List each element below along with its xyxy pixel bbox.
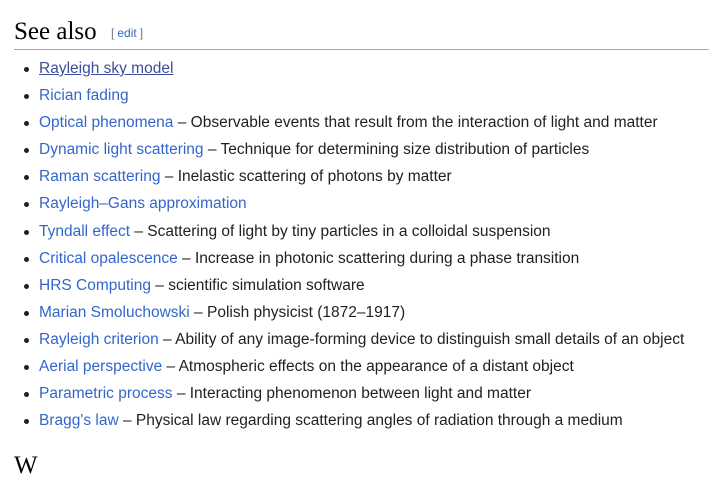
item-link[interactable]: Rayleigh–Gans approximation [39,195,247,213]
bullet-icon [24,338,29,343]
bullet-icon [24,392,29,397]
item-description: – Technique for determining size distribution of particles [203,141,590,159]
bullet-icon [24,419,29,424]
item-description: – Ability of any image-forming device to distinguish small details of an object [158,330,685,348]
bullet-icon [24,284,29,289]
list-item [0,301,684,328]
list-item [0,328,684,355]
list-item [0,409,684,436]
see-also-list [0,57,684,436]
bullet-icon [24,121,29,126]
item-link[interactable]: Optical phenomena [39,114,174,132]
item-link[interactable]: Tyndall effect [39,222,131,240]
next-section-heading: W [14,452,38,479]
item-description: – Physical law regarding scattering angles of radiation through a medium [118,412,623,430]
edit-bracket-open: [ [111,26,115,40]
list-item [0,355,684,382]
item-link[interactable]: HRS Computing [39,276,151,294]
item-link[interactable]: Parametric process [39,385,173,403]
list-item [0,382,684,409]
see-also-heading [14,14,709,50]
bullet-icon [24,148,29,153]
list-item [0,111,684,138]
bullet-icon [24,67,29,72]
item-description: – Interacting phenomenon between light and matter [172,385,531,403]
bullet-icon [24,94,29,99]
list-item [0,274,684,301]
bullet-icon [24,175,29,180]
edit-bracket-close: ] [139,26,144,40]
list-item [0,247,684,274]
bullet-icon [24,257,29,262]
item-link[interactable]: Raman scattering [39,168,161,186]
bullet-icon [24,311,29,316]
edit-section-link[interactable]: edit [117,26,137,40]
item-description: – Polish physicist (1872–1917) [189,303,406,321]
item-description: – Scattering of light by tiny particles in a colloidal suspension [130,222,551,240]
section-title: See also [14,18,97,45]
bullet-icon [24,230,29,235]
item-link[interactable]: Dynamic light scattering [39,141,204,159]
item-description: – Atmospheric effects on the appearance of a distant object [162,358,574,376]
item-description: – scientific simulation software [151,276,365,294]
edit-section [111,26,143,40]
item-link[interactable]: Critical opalescence [39,249,178,267]
list-item [0,84,684,111]
item-link[interactable]: Aerial perspective [39,358,163,376]
bullet-icon [24,365,29,370]
list-item [0,192,684,219]
item-link[interactable]: Rayleigh sky model [39,60,174,77]
item-link[interactable]: Bragg's law [39,412,119,430]
item-description: – Increase in photonic scattering during a phase transition [177,249,580,267]
list-item [0,57,684,84]
item-link[interactable]: Marian Smoluchowski [39,303,190,321]
item-description: – Inelastic scattering of photons by matter [160,168,452,186]
item-description: – Observable events that result from the interaction of light and matter [173,114,658,132]
list-item [0,138,684,165]
item-link[interactable]: Rayleigh criterion [39,330,159,348]
bullet-icon [24,202,29,207]
item-link[interactable]: Rician fading [39,87,129,105]
list-item [0,220,684,247]
list-item [0,165,684,192]
